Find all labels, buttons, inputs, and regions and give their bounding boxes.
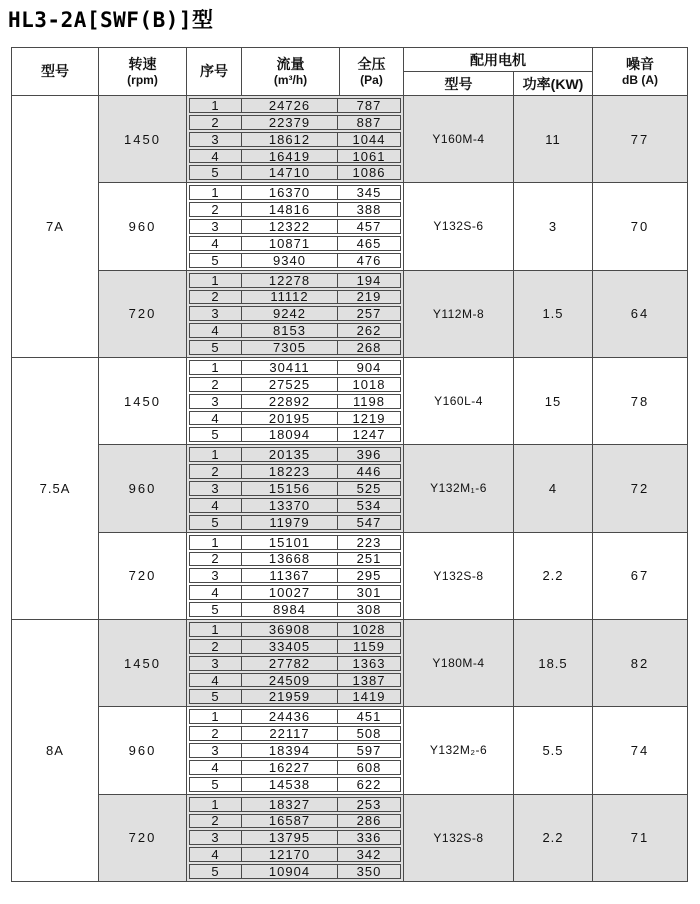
header-noise-unit: dB (A) [622, 72, 658, 87]
data-row [189, 814, 401, 829]
motor-model-cell: Y132M₁-6 [404, 445, 514, 531]
data-row [189, 743, 401, 758]
speed-groups [99, 358, 687, 619]
pressure-cell: 465 [356, 235, 382, 251]
data-row [189, 360, 401, 375]
seq-cell: 5 [190, 516, 242, 529]
pressure-cell: 350 [356, 864, 382, 880]
seq-cell: 3 [190, 307, 242, 320]
pressure-cell: 1061 [352, 148, 386, 164]
flow-cell: 16370 [242, 186, 338, 199]
flow-cell: 20195 [242, 412, 338, 425]
pressure-cell: 336 [356, 830, 382, 846]
pressure-cell: 1363 [352, 655, 386, 671]
speed-cell: 720 [99, 271, 187, 357]
flow-cell: 22379 [242, 116, 338, 129]
flow-cell: 11979 [242, 516, 338, 529]
header-speed [99, 48, 187, 95]
pressure-cell: 1028 [352, 621, 386, 637]
data-row [189, 726, 401, 741]
flow-subtable [187, 707, 404, 793]
flow-cell: 30411 [242, 361, 338, 374]
data-row [189, 115, 401, 130]
data-row [189, 830, 401, 845]
speed-group [99, 620, 687, 707]
seq-cell: 3 [190, 220, 242, 233]
pressure-cell: 622 [356, 776, 382, 792]
seq-cell: 1 [190, 186, 242, 199]
flow-cell: 33405 [242, 640, 338, 653]
model-section [12, 358, 687, 620]
pressure-cell: 342 [356, 847, 382, 863]
data-row [189, 202, 401, 217]
data-row [189, 219, 401, 234]
pressure-cell: 262 [356, 323, 382, 339]
pressure-cell: 257 [356, 306, 382, 322]
seq-cell: 1 [190, 798, 242, 811]
model-section [12, 620, 687, 881]
speed-cell: 960 [99, 707, 187, 793]
pressure-cell: 295 [356, 568, 382, 584]
flow-cell: 27525 [242, 378, 338, 391]
header-speed-label: 转速 [128, 55, 157, 72]
header-flow-label: 流量 [276, 55, 305, 72]
flow-cell: 20135 [242, 448, 338, 461]
seq-cell: 5 [190, 603, 242, 616]
page-title: HL3-2A[SWF(B)]型 [8, 8, 214, 32]
pressure-cell: 194 [356, 272, 382, 288]
flow-cell: 18394 [242, 744, 338, 757]
flow-cell: 18327 [242, 798, 338, 811]
flow-cell: 11367 [242, 569, 338, 582]
noise-cell: 64 [630, 306, 650, 322]
pressure-cell: 388 [356, 202, 382, 218]
flow-cell: 18094 [242, 428, 338, 441]
flow-cell: 15156 [242, 482, 338, 495]
header-motor-power [514, 72, 592, 95]
flow-cell: 12322 [242, 220, 338, 233]
seq-cell: 4 [190, 761, 242, 774]
pressure-cell: 1219 [352, 410, 386, 426]
header-motor-power-label: 功率(KW) [522, 75, 584, 92]
speed-group [99, 795, 687, 881]
flow-cell: 12170 [242, 848, 338, 861]
flow-subtable [187, 445, 404, 531]
pressure-cell: 446 [356, 464, 382, 480]
flow-subtable [187, 271, 404, 357]
flow-cell: 16419 [242, 150, 338, 163]
data-row [189, 602, 401, 617]
seq-cell: 3 [190, 569, 242, 582]
motor-power-cell: 5.5 [514, 707, 593, 793]
flow-cell: 14710 [242, 166, 338, 179]
flow-cell: 24436 [242, 710, 338, 723]
seq-cell: 1 [190, 448, 242, 461]
data-row [189, 797, 401, 812]
flow-cell: 27782 [242, 657, 338, 670]
seq-cell: 1 [190, 623, 242, 636]
pressure-cell: 1086 [352, 165, 386, 181]
speed-group [99, 707, 687, 794]
seq-cell: 5 [190, 865, 242, 878]
data-row [189, 273, 401, 288]
seq-cell: 5 [190, 778, 242, 791]
seq-cell: 3 [190, 657, 242, 670]
pressure-cell: 345 [356, 185, 382, 201]
data-row [189, 709, 401, 724]
header-motor-subrow [404, 72, 592, 95]
speed-group [99, 96, 687, 183]
motor-model-cell: Y112M-8 [404, 271, 514, 357]
data-row [189, 481, 401, 496]
flow-cell: 10027 [242, 586, 338, 599]
pressure-cell: 251 [356, 551, 382, 567]
header-pressure [340, 48, 404, 95]
motor-model-cell: Y132S-6 [404, 183, 514, 269]
seq-cell: 1 [190, 710, 242, 723]
data-row [189, 447, 401, 462]
header-noise [593, 48, 687, 95]
flow-cell: 18223 [242, 465, 338, 478]
data-row [189, 760, 401, 775]
data-row [189, 132, 401, 147]
header-motor-model-label: 型号 [444, 75, 473, 92]
seq-cell: 1 [190, 536, 242, 549]
seq-cell: 5 [190, 254, 242, 267]
pressure-cell: 597 [356, 742, 382, 758]
motor-model-cell: Y160M-4 [404, 96, 514, 182]
pressure-cell: 308 [356, 602, 382, 618]
seq-cell: 4 [190, 674, 242, 687]
data-row [189, 777, 401, 792]
flow-cell: 8984 [242, 603, 338, 616]
flow-subtable [187, 620, 404, 706]
pressure-cell: 525 [356, 480, 382, 496]
flow-cell: 16587 [242, 815, 338, 828]
noise-cell: 67 [630, 568, 650, 584]
pressure-cell: 887 [356, 114, 382, 130]
seq-cell: 5 [190, 428, 242, 441]
model-section [12, 96, 687, 358]
seq-cell: 2 [190, 203, 242, 216]
seq-cell: 2 [190, 116, 242, 129]
flow-cell: 10871 [242, 237, 338, 250]
data-row [189, 568, 401, 583]
header-flow-unit: (m³/h) [273, 72, 308, 87]
pressure-cell: 1247 [352, 427, 386, 443]
seq-cell: 2 [190, 727, 242, 740]
table-header-row [12, 48, 687, 96]
data-row [189, 552, 401, 567]
data-row [189, 98, 401, 113]
pressure-cell: 904 [356, 359, 382, 375]
data-row [189, 847, 401, 862]
speed-cell: 1450 [99, 620, 187, 706]
flow-subtable [187, 96, 404, 182]
header-model [12, 48, 99, 95]
flow-subtable [187, 358, 404, 444]
noise-cell: 82 [630, 655, 650, 671]
data-row [189, 689, 401, 704]
flow-cell: 13370 [242, 499, 338, 512]
data-row [189, 323, 401, 338]
seq-cell: 1 [190, 99, 242, 112]
flow-cell: 22117 [242, 727, 338, 740]
header-noise-label: 噪音 [626, 55, 654, 72]
motor-model-cell: Y160L-4 [404, 358, 514, 444]
speed-groups [99, 96, 687, 357]
motor-power-cell: 2.2 [514, 795, 593, 881]
flow-cell: 8153 [242, 324, 338, 337]
speed-group [99, 183, 687, 270]
header-pressure-unit: (Pa) [360, 72, 383, 87]
header-motor-model [404, 72, 514, 95]
flow-cell: 14816 [242, 203, 338, 216]
motor-model-cell: Y132S-8 [404, 533, 514, 619]
data-row [189, 306, 401, 321]
seq-cell: 3 [190, 482, 242, 495]
motor-model-cell: Y132S-8 [404, 795, 514, 881]
seq-cell: 4 [190, 150, 242, 163]
model-cell: 7.5A [12, 358, 99, 619]
spec-table [11, 47, 688, 882]
pressure-cell: 787 [356, 97, 382, 113]
flow-cell: 7305 [242, 341, 338, 354]
header-motor-group-label: 配用电机 [470, 51, 526, 68]
seq-cell: 5 [190, 166, 242, 179]
seq-cell: 5 [190, 690, 242, 703]
flow-cell: 11112 [242, 291, 338, 304]
pressure-cell: 301 [356, 585, 382, 601]
data-row [189, 622, 401, 637]
pressure-cell: 1419 [352, 689, 386, 705]
data-row [189, 639, 401, 654]
data-row [189, 535, 401, 550]
speed-cell: 720 [99, 533, 187, 619]
flow-cell: 10904 [242, 865, 338, 878]
pressure-cell: 608 [356, 759, 382, 775]
pressure-cell: 1387 [352, 672, 386, 688]
flow-cell: 14538 [242, 778, 338, 791]
seq-cell: 1 [190, 274, 242, 287]
speed-cell: 720 [99, 795, 187, 881]
data-row [189, 340, 401, 355]
speed-groups [99, 620, 687, 881]
pressure-cell: 508 [356, 726, 382, 742]
motor-power-cell: 4 [514, 445, 593, 531]
flow-cell: 24726 [242, 99, 338, 112]
flow-cell: 21959 [242, 690, 338, 703]
pressure-cell: 534 [356, 497, 382, 513]
seq-cell: 4 [190, 499, 242, 512]
pressure-cell: 547 [356, 514, 382, 530]
pressure-cell: 268 [356, 340, 382, 356]
seq-cell: 2 [190, 465, 242, 478]
speed-group [99, 271, 687, 357]
seq-cell: 4 [190, 848, 242, 861]
seq-cell: 1 [190, 361, 242, 374]
pressure-cell: 396 [356, 447, 382, 463]
data-row [189, 864, 401, 879]
seq-cell: 2 [190, 815, 242, 828]
pressure-cell: 1018 [352, 376, 386, 392]
motor-model-cell: Y132M₂-6 [404, 707, 514, 793]
flow-subtable [187, 183, 404, 269]
seq-cell: 2 [190, 640, 242, 653]
motor-power-cell: 1.5 [514, 271, 593, 357]
flow-cell: 16227 [242, 761, 338, 774]
seq-cell: 2 [190, 378, 242, 391]
data-row [189, 377, 401, 392]
table-body [12, 96, 687, 881]
header-seq [187, 48, 242, 95]
pressure-cell: 253 [356, 796, 382, 812]
speed-group [99, 358, 687, 445]
flow-cell: 13795 [242, 831, 338, 844]
data-row [189, 290, 401, 305]
flow-cell: 12278 [242, 274, 338, 287]
seq-cell: 3 [190, 744, 242, 757]
speed-cell: 960 [99, 183, 187, 269]
noise-cell: 70 [630, 218, 650, 234]
data-row [189, 185, 401, 200]
seq-cell: 3 [190, 395, 242, 408]
seq-cell: 4 [190, 324, 242, 337]
pressure-cell: 476 [356, 252, 382, 268]
header-flow [242, 48, 340, 95]
noise-cell: 71 [630, 830, 650, 846]
seq-cell: 4 [190, 586, 242, 599]
seq-cell: 4 [190, 237, 242, 250]
model-cell: 7A [12, 96, 99, 357]
pressure-cell: 223 [356, 534, 382, 550]
data-row [189, 498, 401, 513]
flow-cell: 13668 [242, 553, 338, 566]
flow-cell: 36908 [242, 623, 338, 636]
data-row [189, 656, 401, 671]
model-cell: 8A [12, 620, 99, 881]
noise-cell: 72 [630, 480, 650, 496]
flow-cell: 24509 [242, 674, 338, 687]
flow-cell: 9340 [242, 254, 338, 267]
header-motor-group-title [404, 48, 592, 72]
data-row [189, 236, 401, 251]
header-pressure-label: 全压 [357, 55, 386, 72]
flow-subtable [187, 795, 404, 881]
flow-cell: 9242 [242, 307, 338, 320]
flow-cell: 18612 [242, 133, 338, 146]
speed-cell: 1450 [99, 358, 187, 444]
noise-cell: 78 [630, 393, 650, 409]
pressure-cell: 1198 [353, 393, 385, 409]
motor-power-cell: 2.2 [514, 533, 593, 619]
data-row [189, 673, 401, 688]
speed-group [99, 533, 687, 619]
header-speed-unit: (rpm) [127, 72, 158, 87]
data-row [189, 394, 401, 409]
pressure-cell: 219 [356, 289, 382, 305]
data-row [189, 515, 401, 530]
pressure-cell: 286 [356, 813, 382, 829]
noise-cell: 77 [630, 131, 650, 147]
motor-power-cell: 18.5 [514, 620, 593, 706]
motor-model-cell: Y180M-4 [404, 620, 514, 706]
motor-power-cell: 11 [514, 96, 593, 182]
flow-cell: 22892 [242, 395, 338, 408]
seq-cell: 2 [190, 553, 242, 566]
data-row [189, 165, 401, 180]
motor-power-cell: 3 [514, 183, 593, 269]
data-row [189, 427, 401, 442]
speed-cell: 960 [99, 445, 187, 531]
motor-power-cell: 15 [514, 358, 593, 444]
noise-cell: 74 [630, 742, 650, 758]
seq-cell: 5 [190, 341, 242, 354]
pressure-cell: 451 [356, 709, 382, 725]
header-seq-label: 序号 [200, 63, 228, 80]
data-row [189, 411, 401, 426]
data-row [189, 253, 401, 268]
header-motor-group [404, 48, 593, 95]
seq-cell: 3 [190, 133, 242, 146]
header-model-label: 型号 [41, 63, 69, 80]
data-row [189, 149, 401, 164]
speed-cell: 1450 [99, 96, 187, 182]
pressure-cell: 1044 [352, 131, 386, 147]
flow-subtable [187, 533, 404, 619]
seq-cell: 3 [190, 831, 242, 844]
pressure-cell: 457 [356, 218, 382, 234]
seq-cell: 2 [190, 291, 242, 304]
pressure-cell: 1159 [353, 638, 385, 654]
seq-cell: 4 [190, 412, 242, 425]
speed-group [99, 445, 687, 532]
flow-cell: 15101 [242, 536, 338, 549]
data-row [189, 464, 401, 479]
data-row [189, 585, 401, 600]
